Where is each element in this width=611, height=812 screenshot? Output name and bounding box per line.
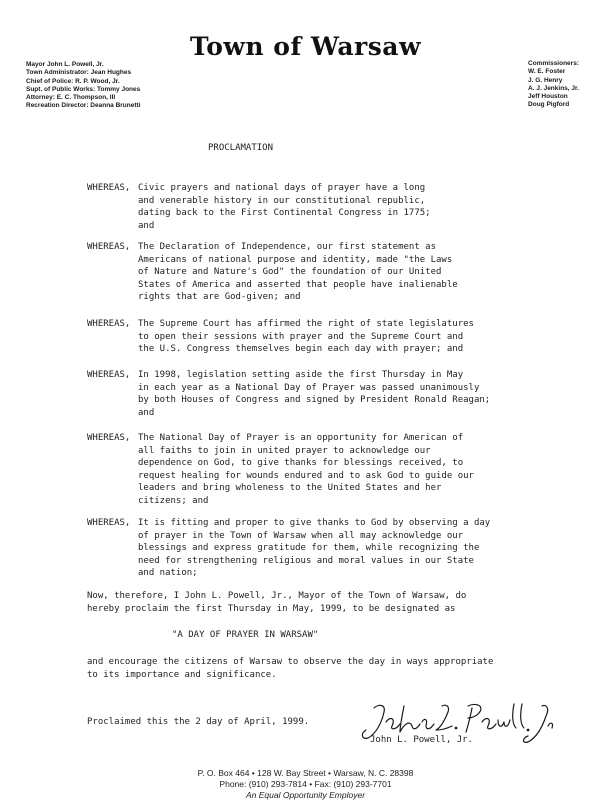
- whereas-clause: [87, 517, 557, 580]
- commissioner-name: Doug Pigford: [528, 101, 570, 109]
- signer-name: John L. Powell, Jr.: [370, 735, 473, 745]
- whereas-clause: [87, 432, 557, 507]
- clause-line: Civic prayers and national days of prayer have a long: [138, 183, 426, 193]
- clause-line: blessings and express gratitude for them, while recognizing the: [138, 543, 480, 553]
- official-line: Attorney: E. C. Thompson, III: [26, 94, 116, 102]
- clause-line: It is fitting and proper to give thanks to God by observing a day: [138, 518, 491, 528]
- paragraph-line: and encourage the citizens of Warsaw to observe the day in ways appropriate: [87, 657, 494, 667]
- clause-line: dependence on God, to give thanks for blessings received, to: [138, 458, 464, 468]
- official-line: Recreation Director: Deanna Brunetti: [26, 102, 141, 110]
- clause-line: citizens; and: [138, 495, 209, 506]
- official-line: Supt. of Public Works: Tommy Jones: [26, 85, 141, 93]
- clause-line: to open their sessions with prayer and the Supreme Court and: [138, 331, 464, 342]
- designation-line: "A DAY OF PRAYER IN WARSAW": [172, 630, 319, 640]
- clause-line: of prayer in the Town of Warsaw when all may acknowledge our: [138, 530, 464, 541]
- clause-line: Americans of national purpose and identity, made "the Laws: [138, 254, 453, 265]
- clause-line: the U.S. Congress themselves begin each day with prayer; and: [138, 344, 464, 354]
- whereas-keyword: WHEREAS,: [87, 518, 131, 528]
- footer-address: P. O. Box 464 • 128 W. Bay Street • Warsaw, N. C. 28398: [197, 768, 414, 778]
- now-therefore-paragraph: [87, 590, 567, 615]
- whereas-keyword: WHEREAS,: [87, 433, 131, 443]
- whereas-keyword: WHEREAS,: [87, 183, 131, 193]
- whereas-clause: [87, 369, 557, 419]
- clause-line: and venerable history in our constitutional republic,: [138, 195, 426, 206]
- whereas-clause: [87, 241, 557, 304]
- officials-list: [26, 61, 141, 111]
- official-line: Chief of Police: R. P. Wood, Jr.: [26, 77, 120, 85]
- clause-line: all faiths to join in united prayer to acknowledge our: [138, 445, 431, 456]
- clause-line: and: [138, 220, 155, 231]
- commissioner-name: A. J. Jenkins, Jr.: [528, 84, 579, 92]
- encourage-paragraph: [87, 656, 567, 681]
- clause-line: and nation;: [138, 568, 198, 578]
- paragraph-line: Now, therefore, I John L. Powell, Jr., Mayor of the Town of Warsaw, do: [87, 591, 467, 601]
- commissioner-name: J. G. Henry: [528, 76, 563, 84]
- paragraph-line: to its importance and significance.: [87, 669, 277, 680]
- whereas-keyword: WHEREAS,: [87, 319, 131, 329]
- clause-line: The Declaration of Independence, our first statement as: [138, 242, 437, 252]
- clause-line: and: [138, 407, 155, 418]
- clause-line: The National Day of Prayer is an opportunity for American of: [138, 433, 464, 443]
- clause-line: by both Houses of Congress and signed by President Ronald Reagan;: [138, 395, 491, 405]
- whereas-clause: [87, 318, 557, 356]
- official-line: Town Administrator: Jean Hughes: [26, 69, 132, 77]
- clause-line: rights that are God-given; and: [138, 292, 301, 302]
- whereas-clause: [87, 182, 557, 232]
- whereas-keyword: WHEREAS,: [87, 242, 131, 252]
- proclamation-heading: PROCLAMATION: [208, 143, 274, 153]
- clause-line: request healing for wounds endured and to ask God to guide our: [138, 470, 474, 481]
- clause-line: of Nature and Nature's God" the foundation of our United: [138, 267, 442, 277]
- commissioner-name: W. E. Foster: [528, 68, 566, 76]
- footer-phone: Phone: (910) 293-7814 • Fax: (910) 293-7701: [219, 779, 392, 789]
- official-line: Mayor John L. Powell, Jr.: [26, 61, 104, 68]
- commissioner-name: Jeff Houston: [528, 93, 568, 101]
- clause-line: dating back to the First Continental Congress in 1775;: [138, 208, 431, 218]
- proclaimed-date-line: Proclaimed this the 2 day of April, 1999.: [87, 717, 310, 727]
- clause-line: The Supreme Court has affirmed the right of state legislatures: [138, 319, 474, 329]
- commissioners-list: [528, 60, 579, 110]
- clause-line: States of America and asserted that people have inalienable: [138, 279, 458, 290]
- footer-tagline: An Equal Opportunity Employer: [245, 790, 366, 800]
- clause-line: In 1998, legislation setting aside the first Thursday in May: [138, 370, 464, 380]
- paragraph-line: hereby proclaim the first Thursday in May, 1999, to be designated as: [87, 603, 456, 614]
- commissioners-heading: Commissioners:: [528, 60, 579, 67]
- clause-line: leaders and bring wholeness to the United States and her: [138, 483, 442, 493]
- clause-line: in each year as a National Day of Prayer was passed unanimously: [138, 382, 480, 393]
- whereas-keyword: WHEREAS,: [87, 370, 131, 380]
- clause-line: need for strengthening religious and moral values in our State: [138, 555, 474, 566]
- town-title: Town of Warsaw: [189, 32, 421, 61]
